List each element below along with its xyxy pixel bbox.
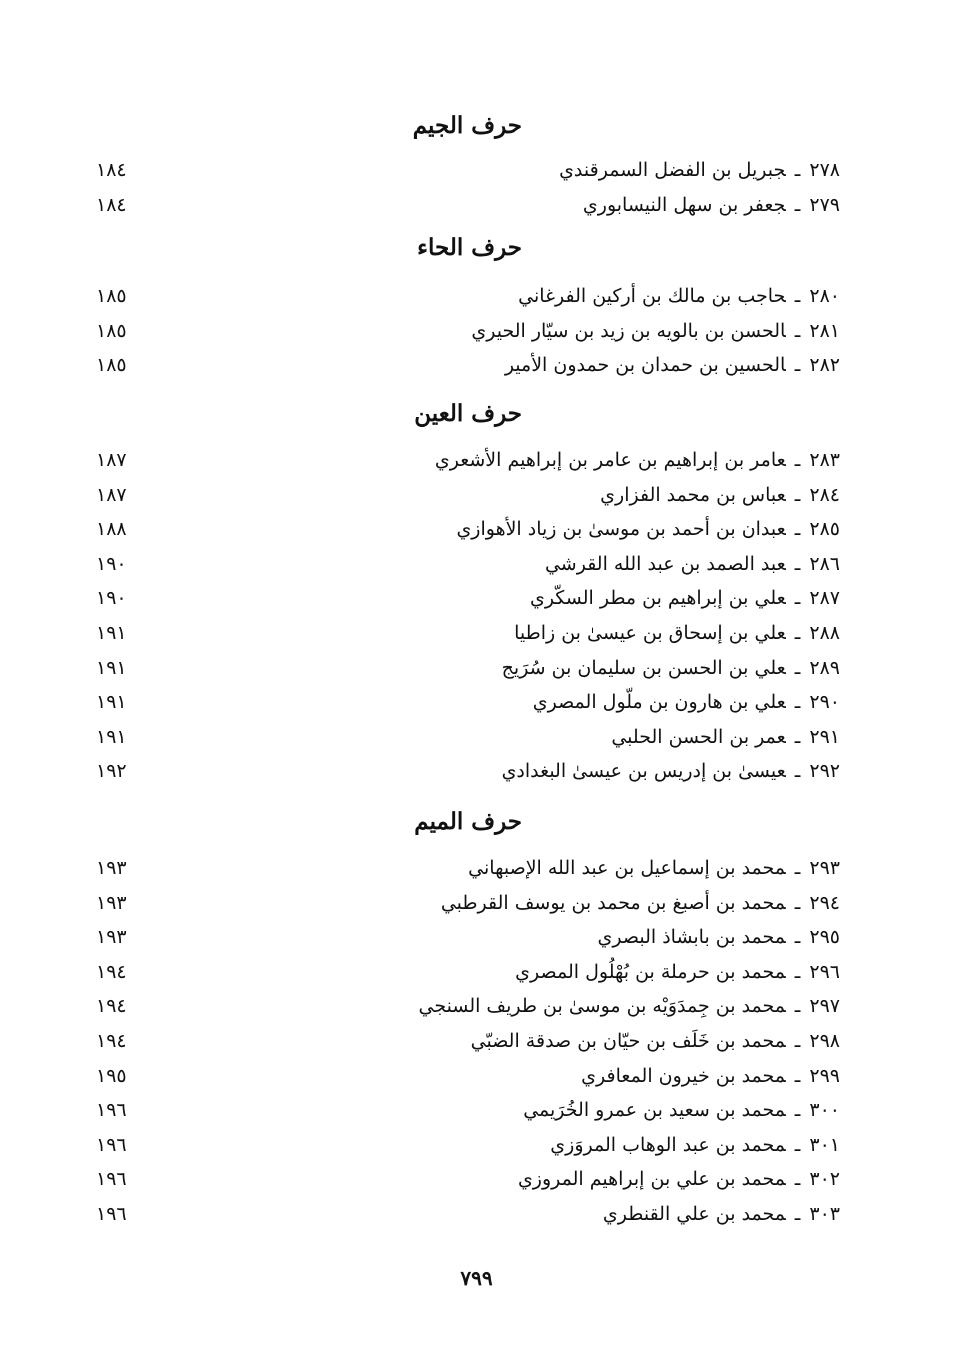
- index-entry: [0, 512, 953, 547]
- entry-text: [340, 720, 840, 754]
- index-entry: [0, 348, 953, 383]
- entry-text: [340, 279, 840, 313]
- entry-page-number: ١٩١: [96, 656, 127, 679]
- entry-dash: ـ: [794, 483, 801, 506]
- entry-name: الحسين بن حمدان بن حمدون الأمير: [504, 354, 786, 377]
- entry-name: عيسىٰ بن إدريس بن عيسىٰ البغدادي: [501, 760, 786, 783]
- entry-page-number: ١٩١: [96, 691, 127, 714]
- entry-text: [340, 754, 840, 788]
- entry-dash: ـ: [794, 691, 801, 714]
- entry-name: علي بن هارون بن ملّول المصري: [532, 691, 786, 714]
- entry-name: محمد بن علي بن إبراهيم المروزي: [517, 1168, 786, 1191]
- entry-name: علي بن إسحاق بن عيسىٰ بن زاطيا: [514, 621, 786, 644]
- entry-dash: ـ: [794, 656, 801, 679]
- entry-dash: ـ: [794, 1064, 801, 1087]
- index-entry: [0, 581, 953, 616]
- entry-text: [340, 955, 840, 989]
- index-entry: [0, 1162, 953, 1197]
- index-entry: [0, 314, 953, 349]
- entry-dash: ـ: [794, 193, 801, 216]
- entry-page-number: ١٩٢: [96, 760, 127, 783]
- entry-page-number: ١٨٥: [96, 319, 127, 342]
- entry-number: ٢٨٥: [809, 518, 840, 541]
- entry-number: ٢٨٦: [809, 552, 840, 575]
- entry-name: عباس بن محمد الفزاري: [600, 483, 786, 506]
- entry-number: ٢٨٢: [809, 354, 840, 377]
- entry-number: ٢٩٤: [809, 891, 840, 914]
- index-entry: [0, 989, 953, 1024]
- index-entry: [0, 1059, 953, 1094]
- index-entry: [0, 1093, 953, 1128]
- entry-page-number: ١٩١: [96, 725, 127, 748]
- entry-text: [340, 581, 840, 615]
- entry-page-number: ١٩٠: [96, 552, 127, 575]
- entry-number: ٢٩٠: [809, 691, 840, 714]
- entry-name: عبدان بن أحمد بن موسىٰ بن زياد الأهوازي: [456, 518, 786, 541]
- entry-name: محمد بن عبد الوهاب المروَزي: [550, 1133, 786, 1156]
- index-entry: [0, 886, 953, 921]
- index-entry: [0, 547, 953, 582]
- index-entry: [0, 955, 953, 990]
- entry-name: عبد الصمد بن عبد الله القرشي: [544, 552, 786, 575]
- page-number: ٧٩٩: [460, 1266, 493, 1290]
- entry-number: ٢٧٩: [809, 193, 840, 216]
- entry-number: ٢٩٩: [809, 1064, 840, 1087]
- entry-number: ٢٨٤: [809, 483, 840, 506]
- entry-list: [0, 153, 953, 222]
- entry-text: [340, 1162, 840, 1196]
- entry-number: ٢٩٣: [809, 857, 840, 879]
- entry-page-number: ١٩٣: [96, 891, 127, 914]
- entry-name: حاجب بن مالك بن أركين الفرغاني: [518, 285, 786, 307]
- entry-page-number: ١٨٤: [96, 159, 127, 181]
- index-entry: [0, 188, 953, 223]
- index-entry: [0, 685, 953, 720]
- entry-name: جعفر بن سهل النيسابوري: [582, 193, 786, 216]
- entry-text: [340, 920, 840, 954]
- entry-dash: ـ: [794, 1133, 801, 1156]
- entry-page-number: ١٨٧: [96, 449, 127, 471]
- entry-text: [340, 153, 840, 187]
- entry-dash: ـ: [794, 1029, 801, 1052]
- entry-page-number: ١٩٠: [96, 587, 127, 610]
- entry-name: محمد بن خَلَف بن حيّان بن صدقة الضبّي: [470, 1029, 786, 1052]
- section-heading: حرف الحاء: [417, 234, 522, 261]
- entry-dash: ـ: [794, 1099, 801, 1122]
- entry-dash: ـ: [794, 518, 801, 541]
- index-entry: [0, 1197, 953, 1232]
- entry-dash: ـ: [794, 926, 801, 949]
- entry-dash: ـ: [794, 1202, 801, 1225]
- entry-page-number: ١٩٤: [96, 1029, 127, 1052]
- entry-text: [340, 989, 840, 1023]
- index-entry: [0, 720, 953, 755]
- entry-text: [340, 314, 840, 348]
- entry-number: ٢٩٢: [809, 760, 840, 783]
- index-entry: [0, 279, 953, 314]
- entry-number: ٢٧٨: [809, 159, 840, 181]
- entry-page-number: ١٩٣: [96, 857, 127, 879]
- entry-page-number: ١٩٦: [96, 1202, 127, 1225]
- index-entry: [0, 851, 953, 886]
- index-entry: [0, 651, 953, 686]
- entry-text: [340, 512, 840, 546]
- entry-name: عامر بن إبراهيم بن عامر بن إبراهيم الأشعري: [434, 449, 786, 471]
- entry-dash: ـ: [794, 587, 801, 610]
- entry-text: [340, 851, 840, 885]
- entry-page-number: ١٨٥: [96, 354, 127, 377]
- entry-text: [340, 1197, 840, 1231]
- entry-dash: ـ: [794, 760, 801, 783]
- entry-dash: ـ: [794, 995, 801, 1018]
- entry-page-number: ١٩٣: [96, 926, 127, 949]
- entry-text: [340, 651, 840, 685]
- entry-number: ٢٨٠: [809, 285, 840, 307]
- entry-name: علي بن الحسن بن سليمان بن سُرَيج: [501, 656, 786, 679]
- entry-text: [340, 1128, 840, 1162]
- entry-dash: ـ: [794, 449, 801, 471]
- index-entry: [0, 478, 953, 513]
- entry-page-number: ١٩٤: [96, 960, 127, 983]
- entry-name: محمد بن بابشاذ البصري: [597, 926, 786, 949]
- entry-name: علي بن إبراهيم بن مطر السكّري: [529, 587, 786, 610]
- entry-page-number: ١٨٥: [96, 285, 127, 307]
- entry-dash: ـ: [794, 960, 801, 983]
- section-heading: حرف الميم: [414, 808, 522, 835]
- entry-number: ٣٠٢: [809, 1168, 840, 1191]
- entry-name: محمد بن حرملة بن بُهْلُول المصري: [515, 960, 786, 983]
- entry-dash: ـ: [794, 725, 801, 748]
- entry-number: ٣٠٠: [809, 1099, 840, 1122]
- index-entry: [0, 616, 953, 651]
- entry-name: عمر بن الحسن الحلبي: [611, 725, 786, 748]
- entry-page-number: ١٩٦: [96, 1168, 127, 1191]
- entry-number: ٢٩٥: [809, 926, 840, 949]
- index-entry: [0, 1024, 953, 1059]
- entry-dash: ـ: [794, 1168, 801, 1191]
- entry-name: محمد بن أصبغ بن محمد بن يوسف القرطبي: [440, 891, 786, 914]
- entry-page-number: ١٩٦: [96, 1099, 127, 1122]
- entry-text: [340, 1059, 840, 1093]
- entry-dash: ـ: [794, 354, 801, 377]
- entry-number: ٢٩٦: [809, 960, 840, 983]
- index-entry: [0, 153, 953, 188]
- entry-text: [340, 443, 840, 477]
- entry-page-number: ١٩٤: [96, 995, 127, 1018]
- entry-number: ٢٨٧: [809, 587, 840, 610]
- entry-page-number: ١٩٥: [96, 1064, 127, 1087]
- entry-name: محمد بن سعيد بن عمرو الخُرَيمي: [523, 1099, 786, 1122]
- entry-list: [0, 443, 953, 789]
- section-heading: حرف العين: [414, 400, 522, 427]
- entry-list: [0, 279, 953, 383]
- entry-dash: ـ: [794, 891, 801, 914]
- entry-page-number: ١٨٧: [96, 483, 127, 506]
- index-entry: [0, 1128, 953, 1163]
- entry-list: [0, 851, 953, 1232]
- entry-text: [340, 616, 840, 650]
- entry-number: ٢٨٨: [809, 621, 840, 644]
- entry-text: [340, 1024, 840, 1058]
- entry-number: ٢٩٧: [809, 995, 840, 1018]
- entry-dash: ـ: [794, 319, 801, 342]
- entry-name: محمد بن خيرون المعافري: [581, 1064, 786, 1087]
- entry-text: [340, 348, 840, 382]
- entry-number: ٢٨٣: [809, 449, 840, 471]
- entry-page-number: ١٩٦: [96, 1133, 127, 1156]
- entry-dash: ـ: [794, 621, 801, 644]
- entry-text: [340, 886, 840, 920]
- entry-number: ٢٩٨: [809, 1029, 840, 1052]
- entry-page-number: ١٩١: [96, 621, 127, 644]
- section-heading: حرف الجيم: [412, 112, 522, 139]
- entry-page-number: ١٨٨: [96, 518, 127, 541]
- entry-text: [340, 685, 840, 719]
- entry-dash: ـ: [794, 552, 801, 575]
- entry-name: محمد بن جِمدَوَيْه بن موسىٰ بن طريف السنجي: [418, 995, 786, 1018]
- entry-text: [340, 188, 840, 222]
- entry-name: الحسن بن بالويه بن زيد بن سيّار الحيري: [471, 319, 786, 342]
- index-entry: [0, 443, 953, 478]
- entry-dash: ـ: [794, 857, 801, 879]
- entry-dash: ـ: [794, 285, 801, 307]
- entry-number: ٢٩١: [809, 725, 840, 748]
- entry-name: جبريل بن الفضل السمرقندي: [559, 159, 786, 181]
- entry-name: محمد بن إسماعيل بن عبد الله الإصبهاني: [468, 857, 786, 879]
- entry-dash: ـ: [794, 159, 801, 181]
- entry-number: ٢٨٩: [809, 656, 840, 679]
- entry-text: [340, 547, 840, 581]
- index-entry: [0, 920, 953, 955]
- entry-text: [340, 478, 840, 512]
- entry-number: ٣٠٣: [809, 1202, 840, 1225]
- index-entry: [0, 754, 953, 789]
- entry-number: ٢٨١: [809, 319, 840, 342]
- entry-page-number: ١٨٤: [96, 193, 127, 216]
- entry-number: ٣٠١: [809, 1133, 840, 1156]
- entry-name: محمد بن علي القنطري: [602, 1202, 786, 1225]
- entry-text: [340, 1093, 840, 1127]
